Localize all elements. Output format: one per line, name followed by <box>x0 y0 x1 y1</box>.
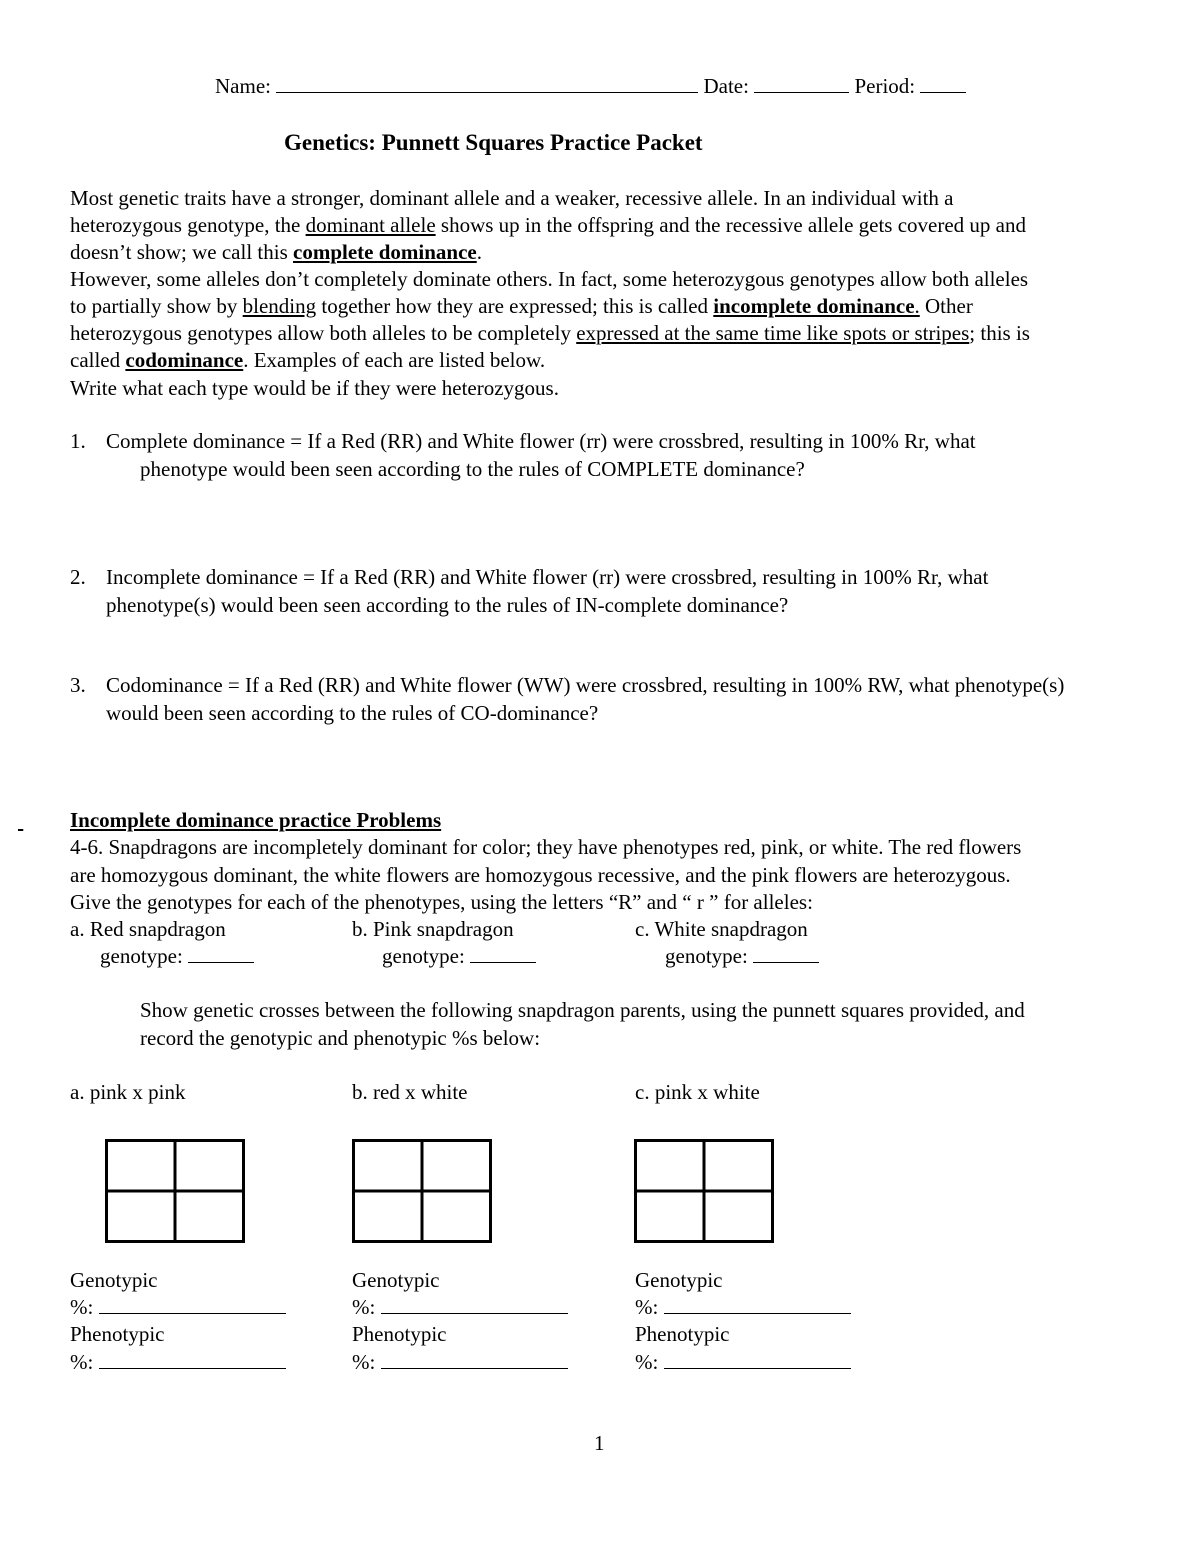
incomplete-dominance-term: incomplete dominance <box>713 294 915 318</box>
genotypic-field-c[interactable] <box>664 1295 851 1314</box>
question-3-line-2: would been seen according to the rules of CO-dominance? <box>106 701 599 725</box>
genotypic-label-a: Genotypic <box>70 1268 158 1292</box>
phenotypic-label-b: Phenotypic <box>352 1322 447 1346</box>
cross-c-label: c. pink x white <box>635 1080 760 1104</box>
intro-text: doesn’t show; we call this <box>70 240 294 264</box>
genotype-c-field[interactable] <box>753 944 819 963</box>
date-label: Date: <box>703 74 749 98</box>
intro-line-5 <box>70 294 973 319</box>
instruction-line-2: record the genotypic and phenotypic %s below: <box>140 1026 541 1050</box>
header-line <box>215 74 966 99</box>
question-1-number: 1. <box>70 429 86 453</box>
practice-line-1: 4-6. Snapdragons are incompletely dominant for color; they have phenotypes red, pink, or white. The red flowers <box>70 835 1022 859</box>
intro-line-4: However, some alleles don’t completely dominate others. In fact, some heterozygous genotypes allow both alleles <box>70 267 1029 291</box>
genotype-a-answer <box>100 944 254 969</box>
codominance-term: codominance <box>125 348 244 372</box>
grid-line <box>355 1190 489 1193</box>
genotypic-field-a[interactable] <box>99 1295 286 1314</box>
practice-heading-text: Incomplete dominance practice Problems <box>70 808 442 832</box>
page-title: Genetics: Punnett Squares Practice Packet <box>284 130 703 155</box>
grid-line <box>637 1190 771 1193</box>
practice-line-3: Give the genotypes for each of the phenotypes, using the letters “R” and “ r ” for alleles: <box>70 890 813 914</box>
phenotypic-answer-a <box>70 1350 286 1375</box>
expressed-term: expressed at the same time like spots or stripes <box>576 321 970 345</box>
intro-text: heterozygous genotypes allow both alleles to be completely <box>70 321 577 345</box>
genotype-c-label: c. White snapdragon <box>635 917 808 941</box>
instruction-line-1: Show genetic crosses between the following snapdragon parents, using the punnett squares provided, and <box>140 998 1025 1022</box>
name-label: Name: <box>215 74 271 98</box>
intro-text: shows up in the offspring and the recessive allele gets covered up and <box>435 213 1026 237</box>
dominant-allele-term: dominant allele <box>305 213 436 237</box>
genotype-a-label: a. Red snapdragon <box>70 917 226 941</box>
date-field[interactable] <box>754 74 849 93</box>
phenotypic-label-a: Phenotypic <box>70 1322 165 1346</box>
genotypic-label-b: Genotypic <box>352 1268 440 1292</box>
genotype-c-answer <box>665 944 819 969</box>
intro-line-2 <box>70 213 1026 238</box>
intro-text: . <box>914 294 920 318</box>
genotype-label: genotype: <box>100 944 183 968</box>
genotypic-answer-b <box>352 1295 568 1320</box>
genotype-b-answer <box>382 944 536 969</box>
genotypic-label-c: Genotypic <box>635 1268 723 1292</box>
phenotypic-field-c[interactable] <box>664 1350 851 1369</box>
genotype-b-field[interactable] <box>470 944 536 963</box>
period-field[interactable] <box>920 74 966 93</box>
percent-label: %: <box>352 1350 376 1374</box>
complete-dominance-term: complete dominance <box>293 240 477 264</box>
intro-text: together how they are expressed; this is called <box>316 294 714 318</box>
cross-b-label: b. red x white <box>352 1080 468 1104</box>
punnett-square-c[interactable] <box>634 1139 774 1243</box>
genotype-label: genotype: <box>665 944 748 968</box>
percent-label: %: <box>635 1350 659 1374</box>
grid-line <box>108 1190 242 1193</box>
practice-heading <box>18 808 441 833</box>
percent-label: %: <box>70 1350 94 1374</box>
page-number: 1 <box>594 1431 605 1455</box>
question-1-line-2: phenotype would been seen according to the rules of COMPLETE dominance? <box>140 457 805 481</box>
practice-line-2: are homozygous dominant, the white flowers are homozygous recessive, and the pink flowers are heterozygous. <box>70 863 1011 887</box>
percent-label: %: <box>635 1295 659 1319</box>
question-2-line-1: Incomplete dominance = If a Red (RR) and White flower (rr) were crossbred, resulting in 100% Rr, what <box>106 565 989 589</box>
intro-text: to partially show by <box>70 294 243 318</box>
percent-label: %: <box>70 1295 94 1319</box>
heading-indent <box>18 808 70 833</box>
genotypic-answer-c <box>635 1295 851 1320</box>
phenotypic-field-b[interactable] <box>381 1350 568 1369</box>
phenotypic-field-a[interactable] <box>99 1350 286 1369</box>
intro-line-3 <box>70 240 482 265</box>
intro-text: Other <box>919 294 973 318</box>
punnett-square-a[interactable] <box>105 1139 245 1243</box>
intro-text: heterozygous genotype, the <box>70 213 306 237</box>
intro-text: ; this is <box>969 321 1030 345</box>
intro-line-8: Write what each type would be if they were heterozygous. <box>70 376 559 400</box>
genotypic-field-b[interactable] <box>381 1295 568 1314</box>
phenotypic-answer-b <box>352 1350 568 1375</box>
genotype-b-label: b. Pink snapdragon <box>352 917 514 941</box>
phenotypic-answer-c <box>635 1350 851 1375</box>
intro-text: . Examples of each are listed below. <box>243 348 546 372</box>
cross-a-label: a. pink x pink <box>70 1080 186 1104</box>
intro-line-6 <box>70 321 1030 346</box>
punnett-square-b[interactable] <box>352 1139 492 1243</box>
genotype-a-field[interactable] <box>188 944 254 963</box>
question-1-line-1: Complete dominance = If a Red (RR) and White flower (rr) were crossbred, resulting in 100% Rr, what <box>106 429 976 453</box>
intro-text: called <box>70 348 126 372</box>
name-field[interactable] <box>276 74 698 93</box>
question-2-line-2: phenotype(s) would been seen according to the rules of IN-complete dominance? <box>106 593 789 617</box>
genotypic-answer-a <box>70 1295 286 1320</box>
blending-term: blending <box>242 294 317 318</box>
intro-line-1: Most genetic traits have a stronger, dominant allele and a weaker, recessive allele. In an individual with a <box>70 186 954 210</box>
phenotypic-label-c: Phenotypic <box>635 1322 730 1346</box>
percent-label: %: <box>352 1295 376 1319</box>
intro-text: . <box>476 240 482 264</box>
question-3-line-1: Codominance = If a Red (RR) and White flower (WW) were crossbred, resulting in 100% RW, what phenotype(s) <box>106 673 1065 697</box>
question-3-number: 3. <box>70 673 86 697</box>
question-2-number: 2. <box>70 565 86 589</box>
period-label: Period: <box>854 74 916 98</box>
intro-line-7 <box>70 348 545 373</box>
genotype-label: genotype: <box>382 944 465 968</box>
